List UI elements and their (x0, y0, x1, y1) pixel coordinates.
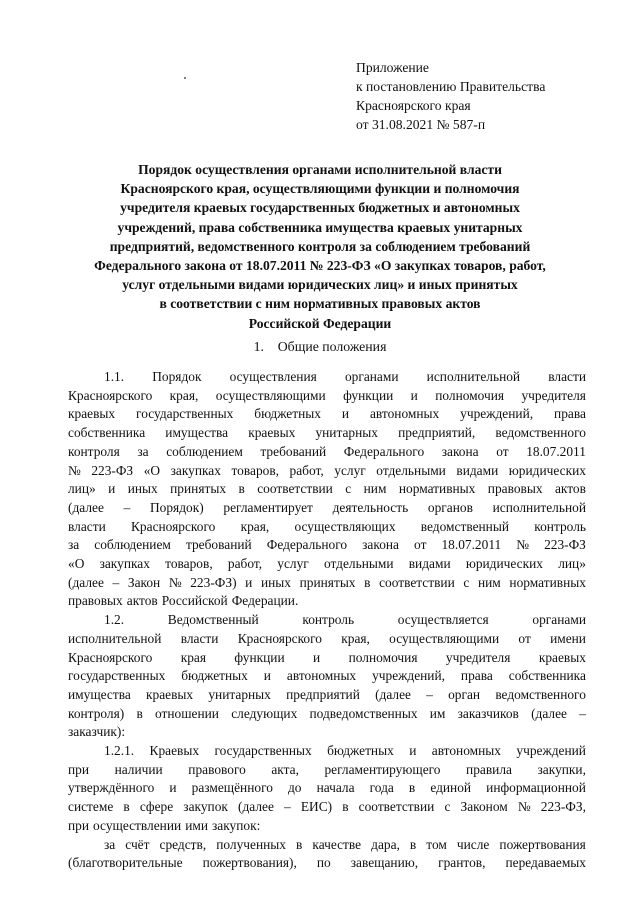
body-line: при осуществлении ими закупок: (68, 817, 261, 833)
body-line: 1.2.1. Краевых государственных бюджетных и автономных учреждений (104, 743, 586, 759)
body-line: системе в сфере закупок (далее – ЕИС) в соответствии с Законом № 223-ФЗ, (68, 799, 586, 815)
title-line: Порядок осуществления органами исполнительной власти (138, 162, 502, 177)
body-line: заказчик): (68, 724, 126, 740)
body-line: государственных бюджетных и автономных учреждений, права собственника (68, 668, 586, 684)
body-line: контроля) в отношении следующих подведомственных им заказчиков (далее – (68, 705, 586, 721)
body-line: 1.1. Порядок осуществления органами исполнительной власти (104, 369, 586, 384)
title-line: Красноярского края, осуществляющими функции и полномочия (120, 181, 520, 197)
body-line: контроля за соблюдением требований Федерального закона от 18.07.2011 (68, 443, 586, 459)
body-line: власти Красноярского края, осуществляющих ведомственный контроль (68, 518, 586, 534)
scan-speck (184, 77, 186, 79)
body-line: правовых актов Российской Федерации. (68, 593, 299, 609)
body-line: Красноярского края функции и полномочия учредителя краевых (68, 649, 586, 665)
body-line: № 223-ФЗ «О закупках товаров, работ, услуг отдельными видами юридических (68, 462, 586, 478)
body-line: краевых государственных бюджетных и автономных учреждений, права (68, 406, 586, 422)
title-line: предприятий, ведомственного контроля за соблюдением требований (109, 238, 531, 254)
appendix-line: к постановлению Правительства (356, 79, 546, 94)
body-text (68, 368, 586, 873)
appendix-line: от 31.08.2021 № 587-п (356, 117, 486, 132)
body-line: исполнительной власти Красноярского края, осуществляющими от имени (68, 630, 586, 646)
body-line: утверждённого и размещённого до начала года в единой информационной (68, 780, 586, 796)
appendix-block (356, 58, 545, 134)
document-title (40, 160, 600, 333)
body-line: собственника имущества краевых унитарных предприятий, ведомственного (68, 425, 586, 441)
appendix-line: Красноярского края (356, 98, 471, 113)
body-line: 1.2. Ведомственный контроль осуществляется органами (104, 612, 586, 628)
title-line: в соответствии с ним нормативных правовых актов (159, 296, 481, 312)
title-line: Федерального закона от 18.07.2011 № 223-ФЗ «О закупках товаров, работ, (94, 258, 546, 274)
body-line: за счёт средств, полученных в качестве дара, в том числе пожертвования (104, 836, 586, 852)
appendix-line: Приложение (356, 60, 429, 75)
title-line: учредителя краевых государственных бюджетных и автономных (120, 200, 520, 216)
body-line: при наличии правового акта, регламентирующего правила закупки, (68, 761, 586, 777)
title-line: услуг отдельными видами юридических лиц» и иных принятых (122, 277, 518, 293)
body-line: (благотворительные пожертвования), по завещанию, грантов, передаваемых (68, 855, 586, 871)
body-line: за соблюдением требований Федерального закона от 18.07.2011 № 223-ФЗ (68, 537, 586, 553)
body-line: Красноярского края, осуществляющими функции и полномочия учредителя (68, 387, 586, 403)
body-line: (далее – Порядок) регламентирует деятельность органов исполнительной (68, 499, 586, 515)
title-line: Российской Федерации (248, 315, 392, 331)
body-line: «О закупках товаров, работ, услуг отдельными видами юридических лиц» (68, 556, 586, 572)
section-heading: 1. Общие положения (253, 339, 387, 354)
body-line: (далее – Закон № 223-ФЗ) и иных принятых в соответствии с ним нормативных (68, 574, 586, 590)
body-line: имущества краевых унитарных предприятий (далее – орган ведомственного (68, 686, 586, 702)
body-line: лиц» и иных принятых в соответствии с ним нормативных правовых актов (68, 481, 586, 497)
title-line: учреждений, права собственника имущества краевых унитарных (117, 219, 523, 235)
